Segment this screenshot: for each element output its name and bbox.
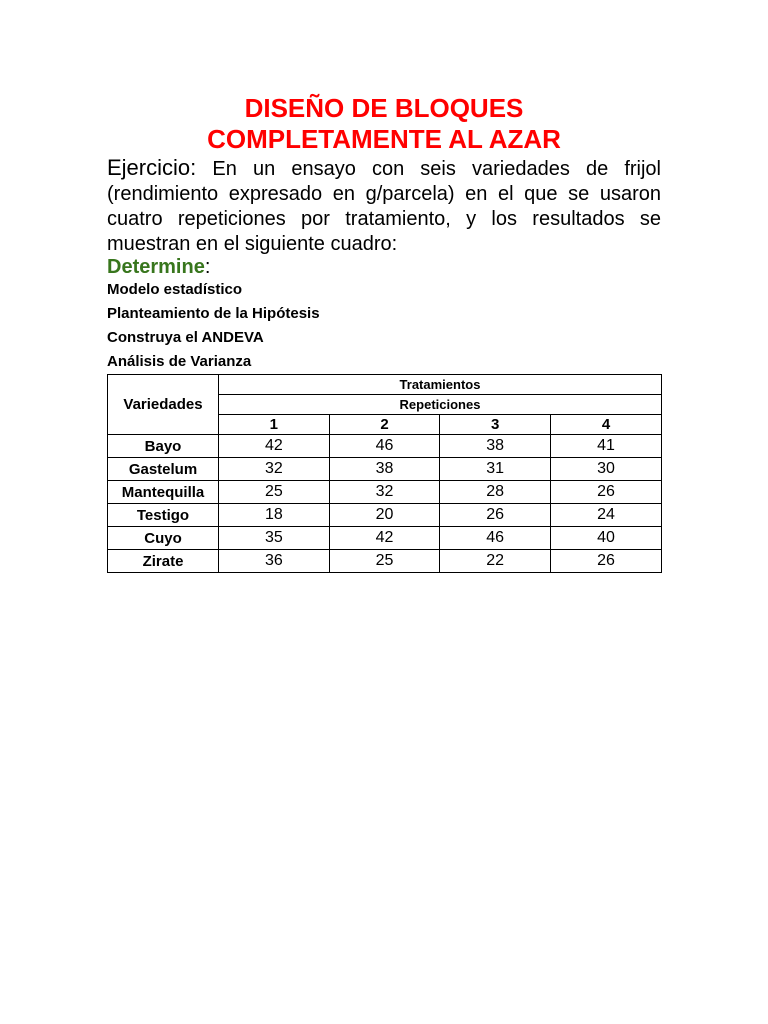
table-row [108, 550, 662, 573]
table-cell: 25 [219, 481, 330, 504]
variety-name: Testigo [108, 504, 219, 527]
table-row [108, 458, 662, 481]
determine-label: Determine [107, 256, 205, 278]
table-cell: 38 [329, 458, 440, 481]
data-table [107, 374, 662, 573]
table-cell: 18 [219, 504, 330, 527]
table-cell: 31 [440, 458, 551, 481]
table-row [108, 481, 662, 504]
table-row [108, 527, 662, 550]
task-item: Análisis de Varianza [107, 353, 252, 370]
table-row [108, 504, 662, 527]
table-cell: 41 [551, 435, 662, 458]
variety-name: Zirate [108, 550, 219, 573]
table-cell: 28 [440, 481, 551, 504]
table-cell: 26 [440, 504, 551, 527]
table-cell: 46 [329, 435, 440, 458]
table-cell: 42 [329, 527, 440, 550]
task-item: Construya el ANDEVA [107, 329, 264, 346]
exercise-label: Ejercicio: [107, 155, 197, 180]
variety-name: Bayo [108, 435, 219, 458]
varieties-column-header: Variedades [108, 375, 219, 435]
table-cell: 40 [551, 527, 662, 550]
variety-name: Cuyo [108, 527, 219, 550]
repetition-number-header: 3 [440, 415, 551, 435]
page-title-line-1: DISEÑO DE BLOQUES [244, 93, 524, 123]
repetition-number-header: 4 [551, 415, 662, 435]
variety-name: Mantequilla [108, 481, 219, 504]
exercise-paragraph [107, 155, 661, 257]
repetition-number-header: 2 [329, 415, 440, 435]
exercise-text: En un ensayo con seis variedades de frijol (rendimiento expresado en g/parcela) en el que se usaron cuatro repeticiones por tratamiento, y los resultados se muestran en el siguiente cuadro: [107, 158, 661, 255]
table-cell: 22 [440, 550, 551, 573]
table-cell: 25 [329, 550, 440, 573]
table-cell: 32 [329, 481, 440, 504]
variety-name: Gastelum [108, 458, 219, 481]
repetitions-header: Repeticiones [219, 395, 662, 415]
determine-heading [107, 255, 210, 280]
table-cell: 26 [551, 550, 662, 573]
determine-colon: : [204, 256, 211, 278]
task-item: Modelo estadístico [107, 281, 243, 298]
table-cell: 24 [551, 504, 662, 527]
table-cell: 35 [219, 527, 330, 550]
table-cell: 32 [219, 458, 330, 481]
task-item: Planteamiento de la Hipótesis [107, 305, 320, 322]
repetition-number-header: 1 [219, 415, 330, 435]
table-row [108, 435, 662, 458]
table-cell: 36 [219, 550, 330, 573]
table-cell: 30 [551, 458, 662, 481]
table-cell: 42 [219, 435, 330, 458]
table-cell: 46 [440, 527, 551, 550]
table-cell: 26 [551, 481, 662, 504]
treatments-header: Tratamientos [219, 375, 662, 395]
table-cell: 38 [440, 435, 551, 458]
table-cell: 20 [329, 504, 440, 527]
page-title-line-2: COMPLETAMENTE AL AZAR [207, 124, 561, 154]
